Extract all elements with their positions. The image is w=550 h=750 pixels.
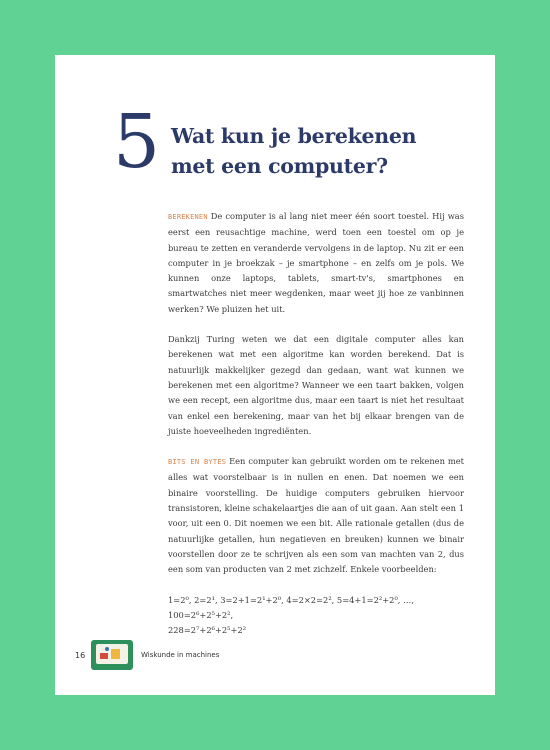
paragraph-turing [168, 332, 464, 439]
paragraph-text: De computer is al lang niet meer één soort toestel. Hij was eerst een reusachtige machine, werd toen een toestel om op je bureau te zetten en veranderde vervolgens in de laptop. Nu zit er een computer in je broekzak – je smartphone – en zelfs om je pols. We kunnen onze laptops, tablets, smart-tv's, smartphones en smartwatches niet meer wegdenken, maar weet jij hoe ze vanbinnen werken? We pluizen het uit. [168, 211, 464, 314]
paragraph-bits-en-bytes [168, 454, 464, 577]
chapter-title-line-1: Wat kun je berekenen [171, 124, 417, 148]
book-page [55, 55, 495, 695]
chapter-title-line-2: met een computer? [171, 154, 388, 178]
paragraph-text: Dankzij Turing weten we dat een digitale computer alles kan berekenen wat met een algoritme kan worden berekend. Dat is natuurlijk makkelijker gezegd dan gedaan, want wat kunnen we berekenen met een algoritme? Wanneer we een taart bakken, volgen we een recept, een algoritme dus, maar een taart is niet het resultaat van enkel een berekening, maar van het bij elkaar brengen van de juiste hoeveelheden ingrediënten. [168, 334, 464, 436]
book-logo-icon [91, 640, 133, 670]
paragraph-berekenen [168, 209, 464, 317]
section-kicker: BITS EN BYTES [168, 458, 227, 467]
chapter-number: 5 [113, 99, 161, 185]
binary-examples [168, 593, 464, 639]
formula-line: 1=2⁰, 2=2¹, 3=2+1=2¹+2⁰, 4=2×2=2², 5=4+1=2²+2⁰, …, 100=2⁶+2⁵+2², [168, 594, 414, 620]
paragraph-text: Een computer kan gebruikt worden om te rekenen met alles wat voorstelbaar is in nullen en enen. Dat noemen we een binaire voorstelling. De huidige computers gebruiken hiervoor transistoren, kleine schakelaartjes die aan of uit gaan. Aan stelt een 1 voor, uit een 0. Dit noemen we een bit. Alle rationale getallen (dus de natuurlijke getallen, hun negatieven en breuken) kunnen we binair voorstellen door ze te schrijven als een som van machten van 2, dus een som van producten van 2 met zichzelf. Enkele voorbeelden: [168, 456, 465, 575]
section-kicker: BEREKENEN [168, 213, 208, 221]
body-text [168, 209, 464, 638]
chapter-title [171, 121, 431, 181]
book-title: Wiskunde in machines [141, 651, 220, 659]
page-number: 16 [75, 651, 86, 660]
formula-line: 228=2⁷+2⁶+2⁵+2² [168, 625, 247, 636]
